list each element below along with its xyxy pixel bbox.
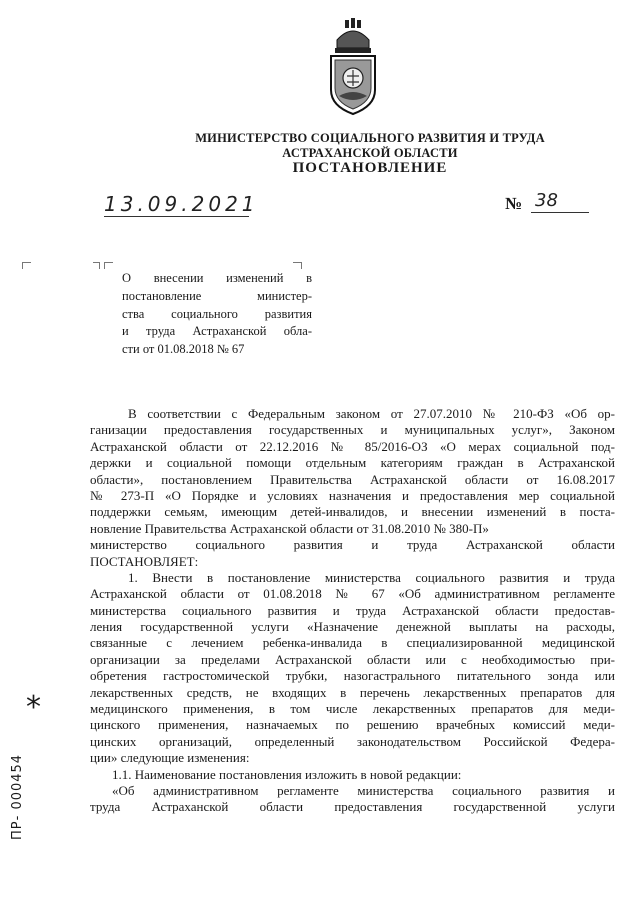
body-line: Астраханской области от 01.08.2018 № 67 «Об административном регламенте (90, 586, 615, 602)
body-line: обретения гастростомической трубки, назогастрального питательного зонда или (90, 668, 615, 684)
body-line: поддержки семьям, имеющим детей-инвалидов, и внесении изменений в поста- (90, 504, 615, 520)
subject-line: ства социального развития (122, 306, 312, 321)
body-line: 1. Внести в постановление министерства социального развития и труда (128, 569, 615, 585)
body-line: «Об административном регламенте министерства социального развития и (112, 782, 615, 798)
body-line: лекарственных средств, не входящих в перечень лекарственных препаратов для (90, 684, 615, 700)
body-line: организации за пределами Астраханской области или с необходимостью при- (90, 651, 615, 667)
body-line: Астраханской области от 22.12.2016 № 85/2016-ОЗ «О мерах социальной под- (90, 438, 615, 454)
corner-bracket (293, 262, 302, 269)
body-line: связанные с лечением ребенка-инвалида в специализированной медицинской (90, 635, 615, 651)
body-line: В соответствии с Федеральным законом от 27.07.2010 № 210-ФЗ «Об ор- (128, 406, 615, 421)
ministry-name-line2: АСТРАХАНСКОЙ ОБЛАСТИ (282, 146, 458, 160)
body-line: № 273-П «О Порядке и условиях назначения и предоставления мер социальной (90, 487, 615, 503)
document-type-title: ПОСТАНОВЛЕНИЕ (292, 160, 448, 176)
body-line: 1.1. Наименование постановления изложить в новой редакции: (112, 766, 462, 782)
body-line: ПОСТАНОВЛЯЕТ: (90, 553, 199, 569)
body-line: министерство социального развития и труда Астраханской области (90, 537, 615, 553)
body-line: медицинского применения, в том числе лекарственных препаратов для меди- (90, 701, 615, 717)
body-line: новление Правительства Астраханской области от 31.08.2010 № 380-П» (90, 520, 489, 536)
subject-line: О внесении изменений в (122, 271, 312, 285)
corner-bracket (93, 262, 100, 269)
document-date: 13.09.2021 (104, 192, 259, 216)
subject-line: и труда Астраханской обла- (122, 324, 312, 339)
registration-stamp: ПР- 000454 (10, 753, 25, 840)
corner-bracket (22, 262, 31, 269)
asterisk-mark: * (26, 690, 41, 725)
document-body (90, 406, 615, 816)
body-line: области», постановлением Правительства Астраханской области от 16.08.2017 (90, 471, 615, 487)
body-line: держки и социальной помощи отдельным категориям граждан в Астраханской (90, 455, 615, 471)
corner-bracket (104, 262, 113, 269)
body-line: ганизации предоставления государственных и муниципальных услуг», Законом (90, 422, 615, 438)
body-line: ления государственной услуги «Назначение денежной выплаты на расходы, (90, 619, 615, 635)
body-line: цинских организаций, определенный законодательством Российской Федера- (90, 733, 615, 749)
body-line: труда Астраханской области предоставления государственной услуги (90, 799, 615, 815)
body-line: ции» следующие изменения: (90, 750, 250, 766)
subject-line: постановление министер- (122, 288, 312, 303)
subject-line: сти от 01.08.2018 № 67 (122, 342, 245, 357)
body-line: цинского применения, назначаемых по решению врачебных комиссий меди- (90, 717, 615, 733)
document-subject (122, 270, 312, 359)
ministry-name-line1: МИНИСТЕРСТВО СОЦИАЛЬНОГО РАЗВИТИЯ И ТРУДА (195, 131, 545, 145)
number-value: 38 (531, 190, 589, 213)
body-line: министерства социального развития и труда Астраханской области предостав- (90, 602, 615, 618)
document-number (505, 190, 585, 216)
coat-of-arms-icon (325, 18, 381, 118)
number-sign-label: № (505, 194, 523, 213)
